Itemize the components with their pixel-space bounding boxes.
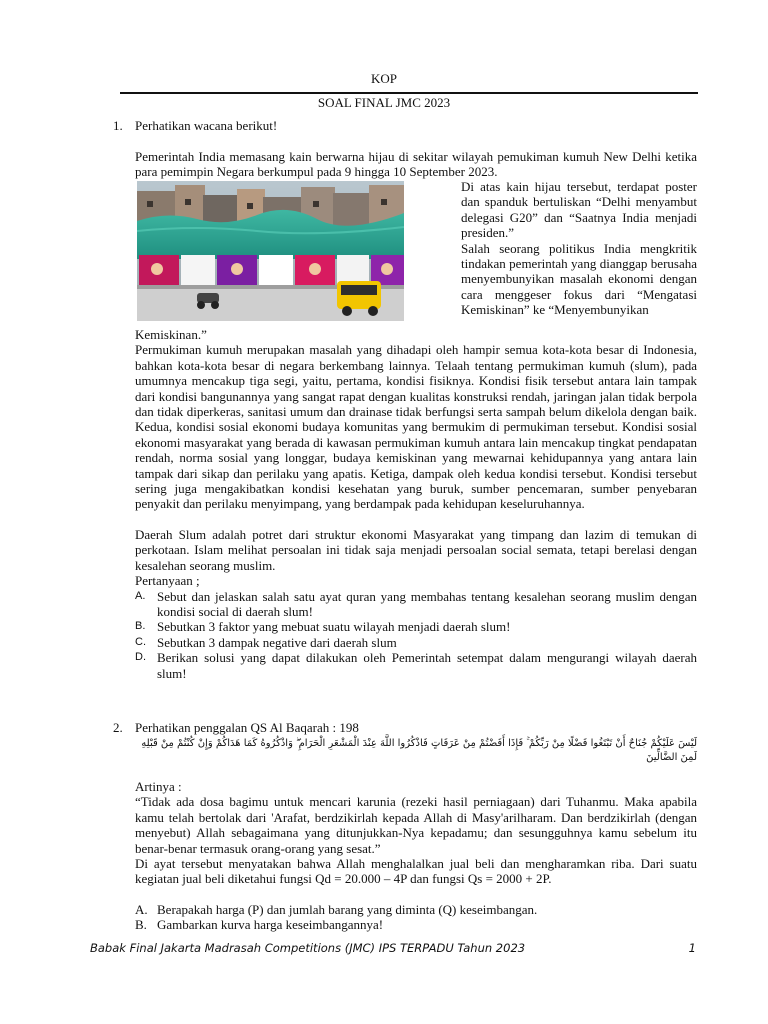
side-paragraph-2: Salah seorang politikus India mengkritik tindakan pemerintah yang dianggap berusaha menyembunyikan masalah ekonomi dengan cara menggeser fokus dari “Mengatasi Kemiskinan” ke “Menyembunyikan: [461, 240, 697, 318]
list-item: [135, 635, 697, 650]
list-item: [135, 902, 697, 917]
news-photo: [137, 181, 404, 321]
question-1-subquestions: [135, 589, 697, 681]
letterhead-placeholder: KOP: [370, 71, 397, 86]
list-item: [135, 650, 697, 681]
document-title: SOAL FINAL JMC 2023: [317, 95, 451, 110]
economics-statement: Di ayat tersebut menyatakan bahwa Allah menghalalkan jual beli dan mengharamkan riba. Dari suatu kegiatan jual beli diketahui fungsi Qd = 20.000 – 4P dan fungsi Qs = 2000 + 2P.: [135, 856, 697, 887]
verse-translation: “Tidak ada dosa bagimu untuk mencari karunia (rezeki hasil perniagaan) dari Tuhanmu. Maka apabila kamu telah bertolak dari 'Arafat, berdzikirlah kepada Allah di Masy'arilharam. Dan berdzikirlah (dengan menyebut) Allah sebagaimana yang ditunjukkan-Nya kepadamu; dan sesungguhnya kamu sebelum itu benar-benar termasuk orang-orang yang sesat.”: [135, 794, 697, 856]
list-item-text: Sebutkan 3 dampak negative dari daerah slum: [157, 634, 397, 650]
list-item-label: B.: [135, 917, 147, 933]
footer-text: Babak Final Jakarta Madrasah Competitions (JMC) IPS TERPADU Tahun 2023: [90, 941, 526, 955]
list-item-text: Gambarkan kurva harga keseimbangannya!: [157, 917, 384, 933]
continuation-text: Kemiskinan.”: [135, 327, 207, 342]
question-2-subquestions: [135, 902, 697, 933]
list-item-text: Sebut dan jelaskan salah satu ayat quran yang membahas tentang kesalehan seorang muslim dengan kondisi social di daerah slum!: [157, 588, 697, 619]
list-item-text: Sebutkan 3 faktor yang mebuat suatu wilayah menjadi daerah slum!: [157, 619, 511, 635]
list-item-text: Berikan solusi yang dapat dilakukan oleh Pemerintah setempat dalam mengurangi wilayah daerah slum!: [157, 650, 697, 681]
paragraph-slum-islam: Daerah Slum adalah potret dari struktur ekonomi Masyarakat yang timpang dan lazim di temukan di perkotaan. Islam melihat persoalan ini tidak saja menjadi persoalan social semata, tetapi berelasi dengan kesalehan seorang muslim.: [135, 526, 697, 573]
list-item: [135, 917, 697, 932]
page-number: 1: [688, 941, 696, 955]
quran-verse-arabic: لَيْسَ عَلَيْكُمْ جُنَاحٌ أَنْ تَبْتَغُوا فَضْلًا مِنْ رَبِّكُمْ ۚ فَإِذَا أَفَضْتُمْ مِنْ عَرَفَاتٍ فَاذْكُرُوا اللَّهَ عِنْدَ الْمَشْعَرِ الْحَرَامِ ۖ وَاذْكُرُوهُ كَمَا هَدَاكُمْ وَإِنْ كُنْتُمْ مِنْ قَبْلِهِ لَمِنَ الضَّالِّينَ: [141, 738, 697, 763]
paragraph-slum-conditions: Permukiman kumuh merupakan masalah yang dihadapi oleh hampir semua kota-kota besar di Indonesia, bahkan kota-kota besar di negara berkembang lainnya. Telaah tentang permukiman kumuh (slum), pada umumnya mencakup tiga segi, yaitu, pertama, kondisi fisiknya. Kondisi fisik tersebut antara lain tampak dari kondisi bangunannya yang sangat rapat dengan kualitas konstruksi rendah, jaringan jalan tidak berpola dan tidak diperkeras, sanitasi umum dan drainase tidak berfungsi serta sampah belum dikelola dengan baik. Kedua, kondisi sosial ekonomi budaya komunitas yang bermukim di permukiman tersebut. Kondisi sosial ekonomi masyarakat yang berada di kawasan permukiman kumuh antara lain mencakup tingkat pendapatan rendah, norma sosial yang longgar, budaya kemiskinan yang mewarnai kehidupannya yang antara lain tampak dari sikap dan perilaku yang apatis. Ketiga, dampak oleh kedua kondisi tersebut. Kondisi tersebut sering juga mengakibatkan kondisi kesehatan yang buruk, sumber pencemaran, sumber penyebaran penyakit dan perilaku menyimpang, yang berdampak pada kehidupan keseluruhannya.: [135, 342, 697, 512]
question-number: 1.: [113, 118, 123, 133]
list-item-label: C.: [135, 635, 146, 648]
list-item: [135, 619, 697, 634]
question-heading: Perhatikan wacana berikut!: [135, 118, 278, 133]
list-item-text: Berapakah harga (P) dan jumlah barang yang diminta (Q) keseimbangan.: [157, 901, 538, 917]
question-heading: Perhatikan penggalan QS Al Baqarah : 198: [135, 720, 359, 735]
list-item: [135, 589, 697, 620]
photo-side-text: [461, 179, 697, 318]
list-item-label: A.: [135, 589, 146, 602]
question-number: 2.: [113, 720, 123, 735]
question-label: Pertanyaan ;: [135, 573, 200, 589]
list-item-label: A.: [135, 901, 148, 917]
page-footer: [90, 941, 696, 955]
header-rule: [120, 92, 698, 94]
side-paragraph-1: Di atas kain hijau tersebut, terdapat poster dan spanduk bertuliskan “Delhi menyambut delegasi G20” dan “Saatnya India menjadi presiden.”: [461, 179, 697, 241]
list-item-label: B.: [135, 620, 146, 633]
translation-label: Artinya :: [135, 779, 182, 794]
list-item-label: D.: [135, 651, 146, 664]
slum-green-cloth-photo: [137, 181, 404, 321]
intro-paragraph: Pemerintah India memasang kain berwarna hijau di sekitar wilayah pemukiman kumuh New Delhi ketika para pemimpin Negara berkumpul pada 9 hingga 10 September 2023.: [135, 149, 697, 180]
